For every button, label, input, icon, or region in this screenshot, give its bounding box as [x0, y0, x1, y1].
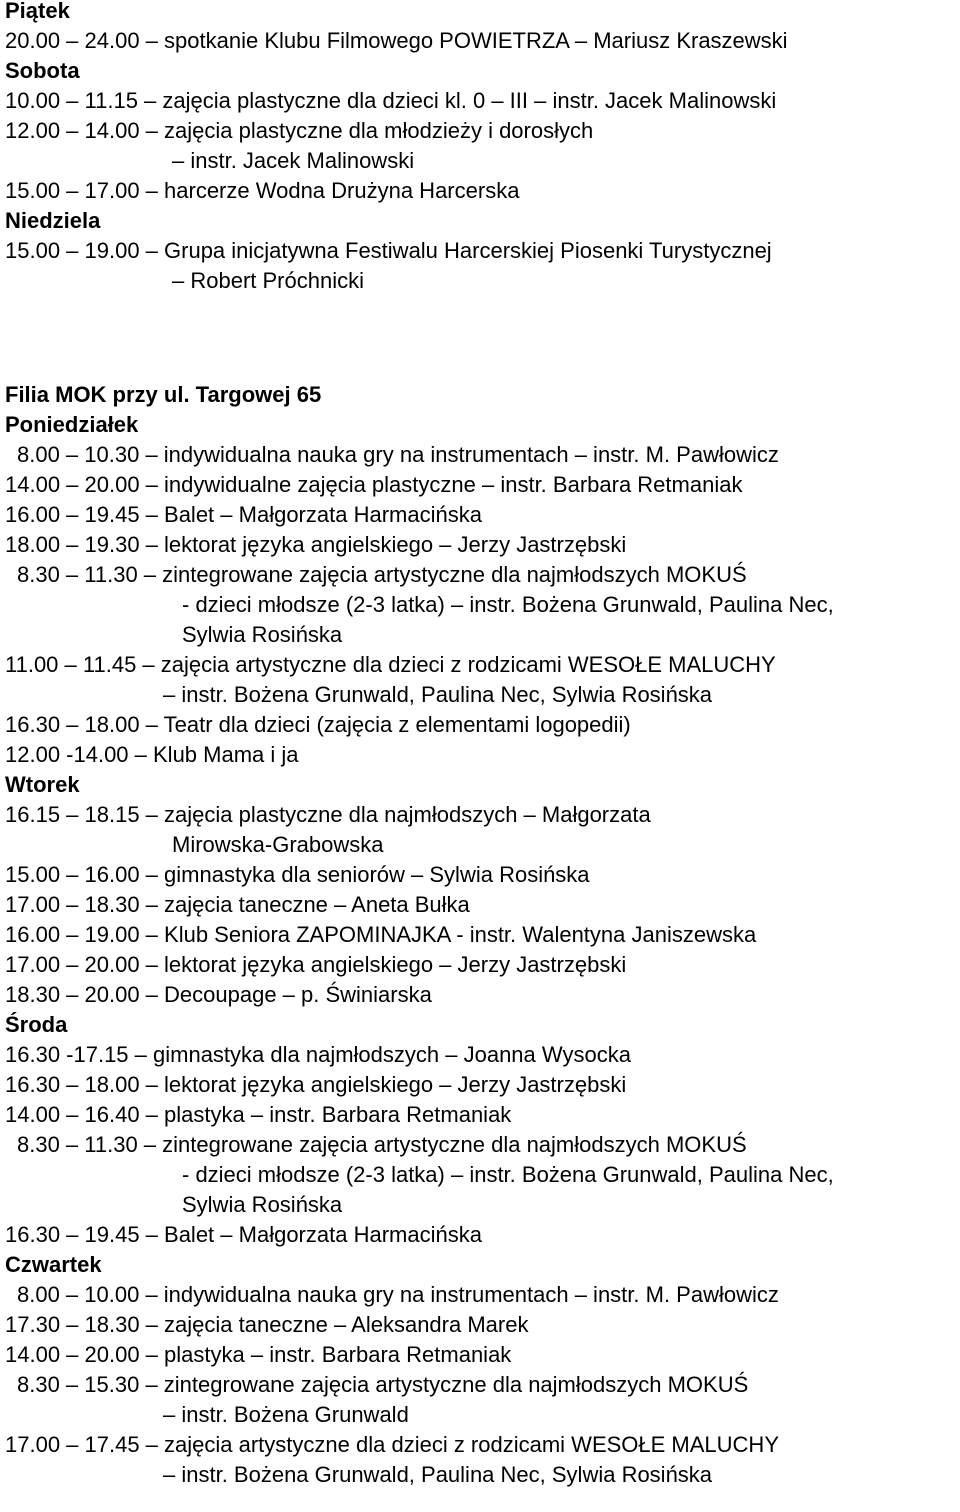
schedule-line: 16.30 – 19.45 – Balet – Małgorzata Harmacińska: [5, 1222, 482, 1247]
schedule-line: 8.30 – 11.30 – zintegrowane zajęcia artystyczne dla najmłodszych MOKUŚ: [17, 1132, 747, 1157]
schedule-line: 18.30 – 20.00 – Decoupage – p. Świniarska: [5, 982, 432, 1007]
section-heading: Poniedziałek: [5, 412, 139, 437]
schedule-line: 17.00 – 18.30 – zajęcia taneczne – Aneta Bułka: [5, 892, 470, 917]
schedule-line: 16.00 – 19.00 – Klub Seniora ZAPOMINAJKA - instr. Walentyna Janiszewska: [5, 922, 757, 947]
schedule-line: 20.00 – 24.00 – spotkanie Klubu Filmowego POWIETRZA – Mariusz Kraszewski: [5, 28, 788, 53]
section-heading: Piątek: [5, 0, 70, 23]
schedule-line: 8.00 – 10.30 – indywidualna nauka gry na instrumentach – instr. M. Pawłowicz: [17, 442, 779, 467]
schedule-line: 12.00 -14.00 – Klub Mama i ja: [5, 742, 299, 767]
schedule-line: 16.30 -17.15 – gimnastyka dla najmłodszych – Joanna Wysocka: [5, 1042, 631, 1067]
schedule-line: – instr. Jacek Malinowski: [172, 148, 415, 173]
schedule-line: - dzieci młodsze (2-3 latka) – instr. Bożena Grunwald, Paulina Nec,: [182, 592, 834, 617]
schedule-line: Sylwia Rosińska: [182, 1192, 343, 1217]
schedule-line: Sylwia Rosińska: [182, 622, 343, 647]
schedule-line: 8.30 – 11.30 – zintegrowane zajęcia artystyczne dla najmłodszych MOKUŚ: [17, 562, 747, 587]
schedule-line: 15.00 – 17.00 – harcerze Wodna Drużyna Harcerska: [5, 178, 520, 203]
schedule-line: 18.00 – 19.30 – lektorat języka angielskiego – Jerzy Jastrzębski: [5, 532, 627, 557]
section-heading: Niedziela: [5, 208, 101, 233]
schedule-line: 11.00 – 11.45 – zajęcia artystyczne dla dzieci z rodzicami WESOŁE MALUCHY: [5, 652, 776, 677]
section-heading: Filia MOK przy ul. Targowej 65: [5, 382, 322, 407]
schedule-line: 16.15 – 18.15 – zajęcia plastyczne dla najmłodszych – Małgorzata: [5, 802, 651, 827]
section-heading: Sobota: [5, 58, 80, 83]
schedule-line: – instr. Bożena Grunwald: [163, 1402, 409, 1427]
section-heading: Czwartek: [5, 1252, 102, 1277]
schedule-line: – Robert Próchnicki: [172, 268, 364, 293]
schedule-line: – instr. Bożena Grunwald, Paulina Nec, Sylwia Rosińska: [163, 1462, 713, 1487]
schedule-line: Mirowska-Grabowska: [172, 832, 384, 857]
schedule-line: 14.00 – 20.00 – plastyka – instr. Barbara Retmaniak: [5, 1342, 512, 1367]
schedule-line: 14.00 – 16.40 – plastyka – instr. Barbara Retmaniak: [5, 1102, 512, 1127]
schedule-line: 16.00 – 19.45 – Balet – Małgorzata Harmacińska: [5, 502, 482, 527]
schedule-line: - dzieci młodsze (2-3 latka) – instr. Bożena Grunwald, Paulina Nec,: [182, 1162, 834, 1187]
schedule-line: 16.30 – 18.00 – lektorat języka angielskiego – Jerzy Jastrzębski: [5, 1072, 627, 1097]
schedule-line: 14.00 – 20.00 – indywidualne zajęcia plastyczne – instr. Barbara Retmaniak: [5, 472, 743, 497]
schedule-line: 16.30 – 18.00 – Teatr dla dzieci (zajęcia z elementami logopedii): [5, 712, 631, 737]
schedule-line: – instr. Bożena Grunwald, Paulina Nec, Sylwia Rosińska: [163, 682, 713, 707]
schedule-line: 8.00 – 10.00 – indywidualna nauka gry na instrumentach – instr. M. Pawłowicz: [17, 1282, 779, 1307]
section-heading: Środa: [5, 1012, 68, 1037]
schedule-line: 17.30 – 18.30 – zajęcia taneczne – Aleksandra Marek: [5, 1312, 529, 1337]
schedule-line: 8.30 – 15.30 – zintegrowane zajęcia artystyczne dla najmłodszych MOKUŚ: [17, 1372, 749, 1397]
schedule-line: 17.00 – 17.45 – zajęcia artystyczne dla dzieci z rodzicami WESOŁE MALUCHY: [5, 1432, 779, 1457]
schedule-line: 12.00 – 14.00 – zajęcia plastyczne dla młodzieży i dorosłych: [5, 118, 594, 143]
section-heading: Wtorek: [5, 772, 80, 797]
schedule-line: 15.00 – 16.00 – gimnastyka dla seniorów – Sylwia Rosińska: [5, 862, 590, 887]
schedule-line: 15.00 – 19.00 – Grupa inicjatywna Festiwalu Harcerskiej Piosenki Turystycznej: [5, 238, 772, 263]
schedule-line: 10.00 – 11.15 – zajęcia plastyczne dla dzieci kl. 0 – III – instr. Jacek Malinowski: [5, 88, 777, 113]
schedule-line: 17.00 – 20.00 – lektorat języka angielskiego – Jerzy Jastrzębski: [5, 952, 627, 977]
